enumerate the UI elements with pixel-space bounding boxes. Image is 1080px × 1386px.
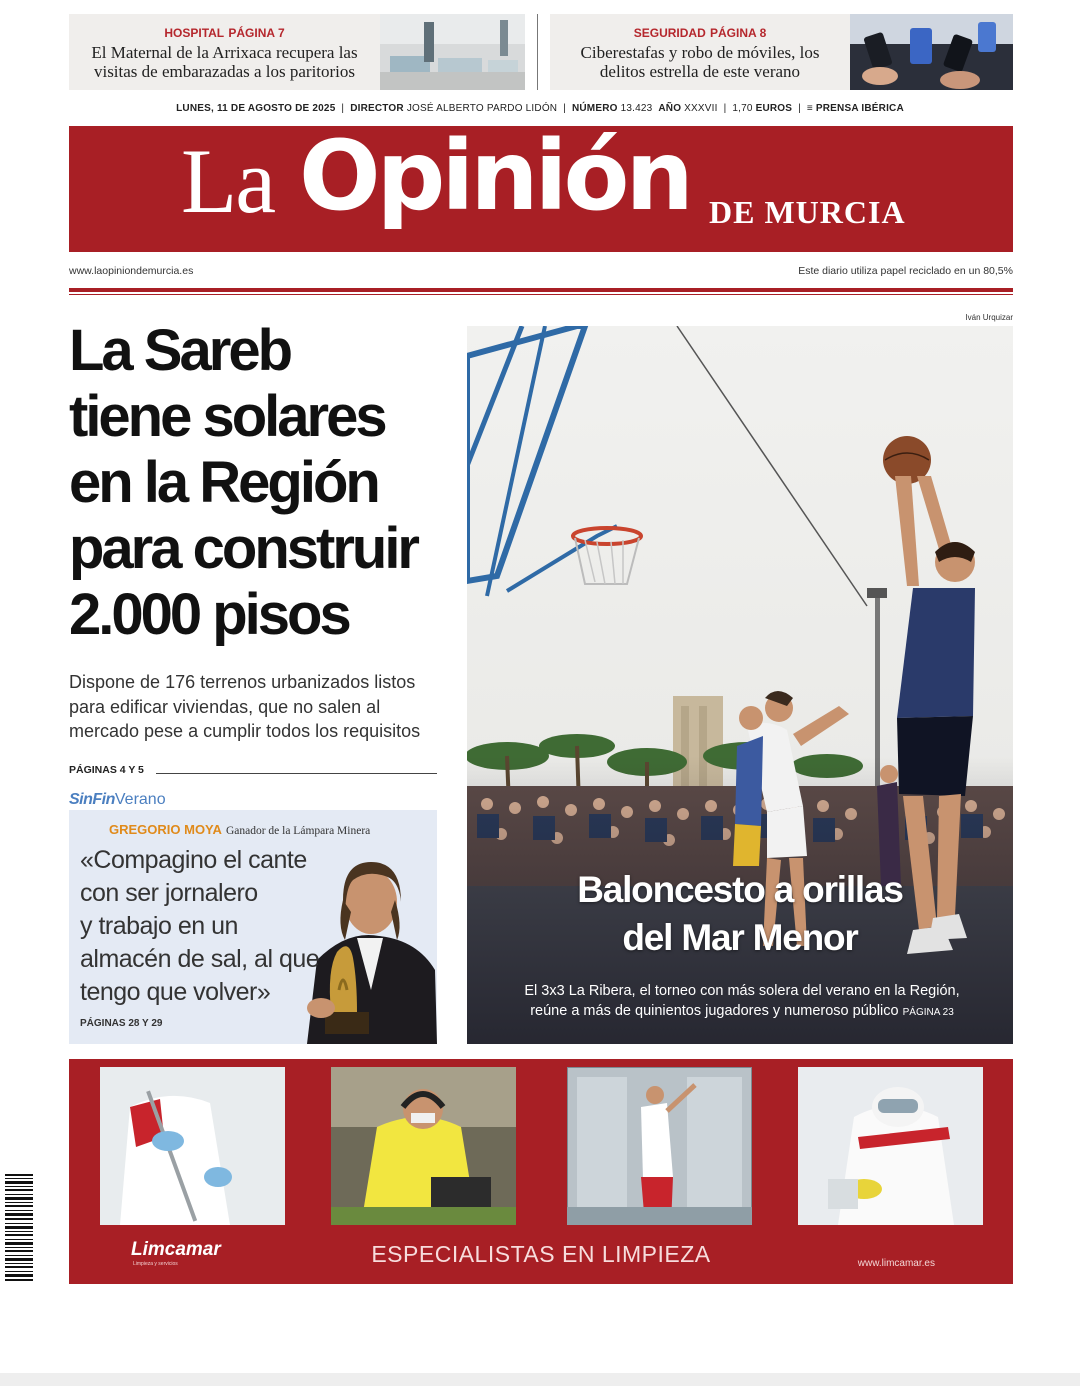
logo-region: DE MURCIA [709, 194, 906, 230]
phones-photo [850, 14, 1013, 90]
caption-page: PÁGINA 23 [902, 1007, 954, 1018]
lead-pages[interactable]: PÁGINAS 4 Y 5 [69, 764, 144, 776]
quote-line: «Compagino el cante [80, 846, 307, 874]
teaser-hospital-text [69, 22, 380, 81]
group-name: PRENSA IBÉRICA [815, 103, 904, 114]
interview-pages[interactable]: PÁGINAS 28 Y 29 [80, 1018, 163, 1029]
teaser-divider [537, 14, 538, 90]
currency: EUROS [755, 103, 793, 114]
year-label: AÑO [658, 103, 682, 114]
year: XXXVII [684, 103, 718, 114]
teaser-line: visitas de embarazadas a los paritorios [93, 62, 356, 81]
lead-subhead: Dispone de 176 terrenos urbanizados listos para edificar viviendas, que no salen al mercado pese a cumplir todos los requisitos [69, 672, 421, 741]
number-label: NÚMERO [571, 103, 618, 114]
section-brand-a: SinFin [69, 791, 115, 808]
interviewee-name: GREGORIO MOYA [109, 822, 222, 837]
interview-box[interactable] [69, 810, 437, 1044]
teaser-line: delitos estrella de este verano [599, 62, 801, 81]
photo-title-line: del Mar Menor [622, 917, 858, 958]
cleaner-mop-photo [100, 1067, 285, 1225]
basketball-photo-story[interactable] [467, 326, 1013, 1044]
worker-machine-photo [331, 1067, 516, 1225]
teaser-kicker: HOSPITAL [164, 26, 225, 40]
headline-line: en la Región [69, 450, 378, 515]
window-cleaner-photo [567, 1067, 752, 1225]
photo-story-title [467, 866, 1013, 962]
masthead[interactable] [69, 120, 1013, 252]
prensa-iberica-icon: ≡ [806, 103, 813, 114]
teaser-page: PÁGINA 8 [710, 26, 767, 40]
quote-line: tengo que volver» [80, 978, 271, 1006]
teaser-kicker: SEGURIDAD [633, 26, 706, 40]
limcamar-logo: Limcamar [131, 1239, 221, 1260]
quote-line: almacén de sal, al que [80, 945, 320, 973]
teaser-line: El Maternal de la Arrixaca recupera las [91, 43, 358, 62]
section-brand-b: Verano [114, 791, 166, 808]
teaser-page: PÁGINA 7 [228, 26, 285, 40]
teaser-seguridad[interactable] [550, 14, 1013, 90]
caption-line: reúne a más de quinientos jugadores y numeroso público [530, 1003, 899, 1019]
bottom-strip [0, 1373, 1080, 1386]
ad-slogan: ESPECIALISTAS EN LIMPIEZA [371, 1241, 711, 1267]
photo-title-line: Baloncesto a orillas [577, 869, 903, 910]
teaser-hospital[interactable] [69, 14, 525, 90]
hazmat-suit-photo [798, 1067, 983, 1225]
caption-line: El 3x3 La Ribera, el torneo con más solera del verano en la Región, [524, 983, 960, 999]
photo-story-caption [487, 981, 997, 1023]
teaser-seguridad-text [550, 22, 850, 81]
date: LUNES, 11 DE AGOSTO DE 2025 [176, 103, 336, 114]
quote-line: y trabajo en un [80, 912, 238, 940]
lead-headline[interactable] [69, 318, 449, 648]
issue-number: 13.423 [620, 103, 653, 114]
barcode-icon [5, 1172, 39, 1282]
logo-opinion: Opinión [299, 120, 690, 232]
director-name: JOSÉ ALBERTO PARDO LIDÓN [406, 103, 558, 114]
masthead-thin-rule [69, 294, 1013, 295]
limcamar-logo-sub: Limpieza y servicios [133, 1261, 178, 1267]
interview-quote [80, 844, 330, 1009]
dateline: LUNES, 11 DE AGOSTO DE 2025 | DIRECTOR JOSÉ ALBERTO PARDO LIDÓN | NÚMERO 13.423 AÑO XXXVII | 1,70 EUROS | ≡ PRENSA IBÉRICA [176, 103, 904, 114]
ad-website-link[interactable]: www.limcamar.es [857, 1258, 935, 1269]
section-logo [69, 791, 166, 809]
interviewee-role: Ganador de la Lámpara Minera [225, 825, 371, 837]
quote-line: con ser jornalero [80, 879, 258, 907]
hospital-ward-photo [380, 14, 525, 90]
website-link[interactable]: www.laopiniondemurcia.es [69, 265, 194, 277]
director-label: DIRECTOR [350, 103, 404, 114]
recycled-paper-note: Este diario utiliza papel reciclado en un 80,5% [798, 265, 1013, 277]
interviewee [109, 822, 370, 837]
teaser-line: Ciberestafas y robo de móviles, los [580, 43, 820, 62]
limcamar-ad[interactable] [69, 1059, 1013, 1284]
price: 1,70 [732, 103, 753, 114]
headline-line: tiene solares [69, 384, 385, 449]
photo-credit: Iván Urquizar [965, 313, 1013, 322]
headline-line: La Sareb [69, 318, 290, 383]
logo-la: La [181, 130, 275, 232]
headline-line: para construir [69, 516, 417, 581]
lead-pages-rule [156, 773, 437, 774]
headline-line: 2.000 pisos [69, 582, 349, 647]
masthead-rule [69, 288, 1013, 292]
